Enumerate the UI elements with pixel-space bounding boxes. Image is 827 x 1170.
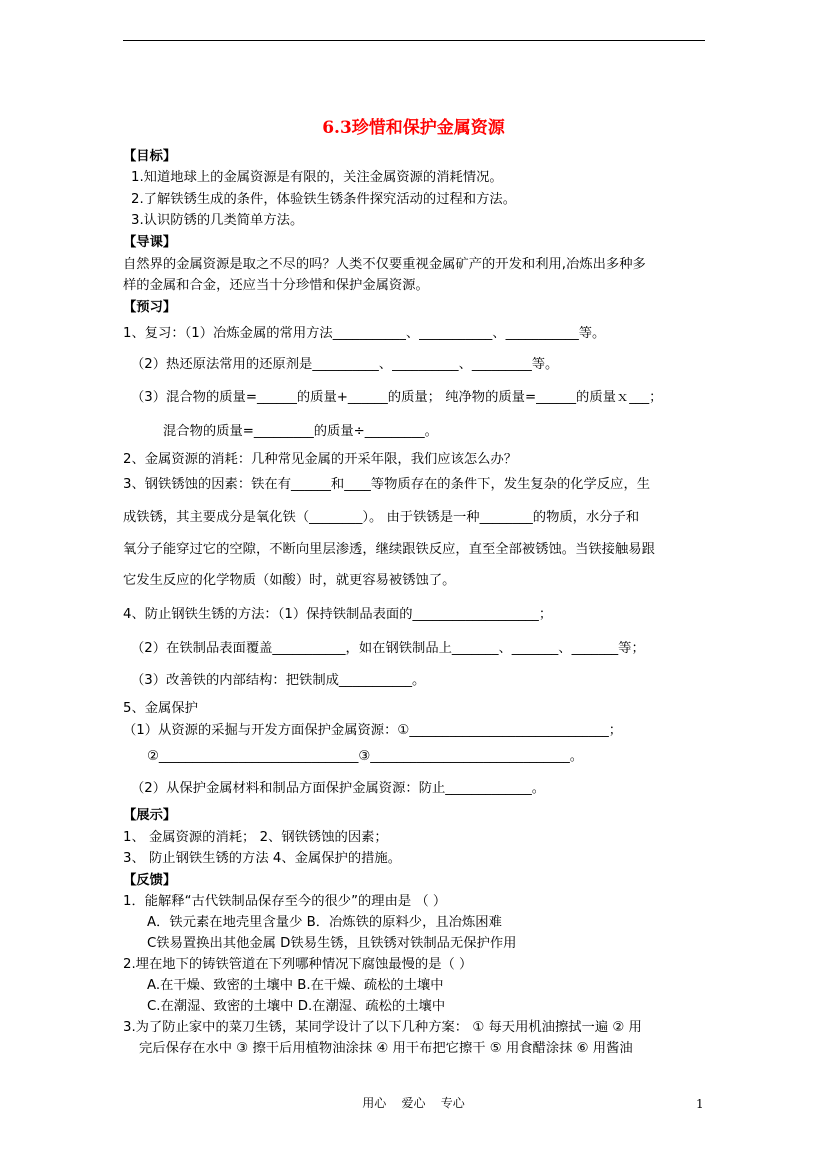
text-line: （2）在铁制品表面覆盖___________，如在钢铁制品上_______、_______、_______等；	[131, 641, 645, 656]
text-line: 混合物的质量=_________的质量÷_________。	[163, 424, 438, 439]
section-heading: 【目标】	[123, 149, 177, 164]
text-line: A．铁元素在地壳里含量少 B．冶炼铁的原料少，且冶炼困难	[147, 915, 502, 930]
text-line: 3.认识防锈的几类简单方法。	[131, 213, 304, 228]
section-heading: 【反馈】	[123, 873, 177, 888]
text-line: 2.了解铁锈生成的条件，体验铁生锈条件探究活动的过程和方法。	[131, 192, 516, 207]
page-title: 6.3珍惜和保护金属资源	[322, 118, 505, 138]
text-line: 2.埋在地下的铸铁管道在下列哪种情况下腐蚀最慢的是（ ）	[123, 957, 473, 972]
text-line: 样的金属和合金，还应当十分珍惜和保护金属资源。	[123, 278, 429, 293]
text-line: 它发生反应的化学物质（如酸）时，就更容易被锈蚀了。	[123, 573, 456, 588]
section-heading: 【预习】	[123, 300, 177, 315]
text-line: C.在潮湿、致密的土壤中 D.在潮湿、疏松的土壤中	[147, 999, 446, 1014]
section-heading: 【导课】	[123, 235, 177, 250]
text-line: 成铁锈，其主要成分是氧化铁（________）。 由于铁锈是一种________的物质，水分子和	[123, 510, 640, 525]
text-line: 氧分子能穿过它的空隙，不断向里层渗透，继续跟铁反应，直至全部被锈蚀。当铁接触易跟	[123, 542, 655, 557]
text-line: 3.为了防止家中的菜刀生锈，某同学设计了以下几种方案： ① 每天用机油擦拭一遍 ② 用	[123, 1020, 642, 1035]
text-line: A.在干燥、致密的土壤中 B.在干燥、疏松的土壤中	[147, 978, 444, 993]
text-line: 3、 防止钢铁生锈的方法 4、金属保护的措施。	[123, 851, 402, 866]
page-number: 1	[696, 1097, 704, 1111]
text-line: （3）改善铁的内部结构：把铁制成___________。	[131, 673, 426, 688]
text-line: 3、钢铁锈蚀的因素：铁在有______和____等物质存在的条件下，发生复杂的化学反应，生	[123, 477, 651, 492]
text-line: C铁易置换出其他金属 D铁易生锈，且铁锈对铁制品无保护作用	[147, 936, 517, 951]
section-heading: 【展示】	[123, 808, 177, 823]
text-line: （2）热还原法常用的还原剂是__________、__________、_________等。	[131, 357, 559, 372]
text-line: 1、复习：（1）冶炼金属的常用方法___________、___________、___________等。	[123, 326, 606, 341]
text-line: （2）从保护金属材料和制品方面保护金属资源：防止_____________。	[131, 781, 546, 796]
text-line: ②______________________________③______________________________。	[147, 749, 584, 764]
text-line: 1、 金属资源的消耗； 2、钢铁锈蚀的因素；	[123, 830, 388, 845]
text-line: 自然界的金属资源是取之不尽的吗？人类不仅要重视金属矿产的开发和利用,冶炼出多种多	[123, 257, 646, 272]
footer-text: 用心 爱心 专心	[362, 1096, 465, 1110]
text-line: 2、金属资源的消耗：几种常见金属的开采年限，我们应该怎么办？	[123, 452, 518, 467]
text-line: （3）混合物的质量=______的质量+______的质量； 纯净物的质量=______的质量ｘ___；	[131, 390, 663, 405]
text-line: 4、防止钢铁生锈的方法：（1）保持铁制品表面的___________________；	[123, 607, 553, 622]
text-line: 完后保存在水中 ③ 擦干后用植物油涂抹 ④ 用干布把它擦干 ⑤ 用食醋涂抹 ⑥ 用酱油	[139, 1041, 633, 1056]
text-line: 1．能解释“古代铁制品保存至今的很少”的理由是 （ ）	[123, 894, 447, 909]
text-line: 5、金属保护	[123, 701, 198, 716]
text-line: 1.知道地球上的金属资源是有限的，关注金属资源的消耗情况。	[131, 170, 503, 185]
text-line: （1）从资源的采掘与开发方面保护金属资源：①______________________________；	[123, 723, 623, 738]
header-rule	[123, 40, 705, 41]
